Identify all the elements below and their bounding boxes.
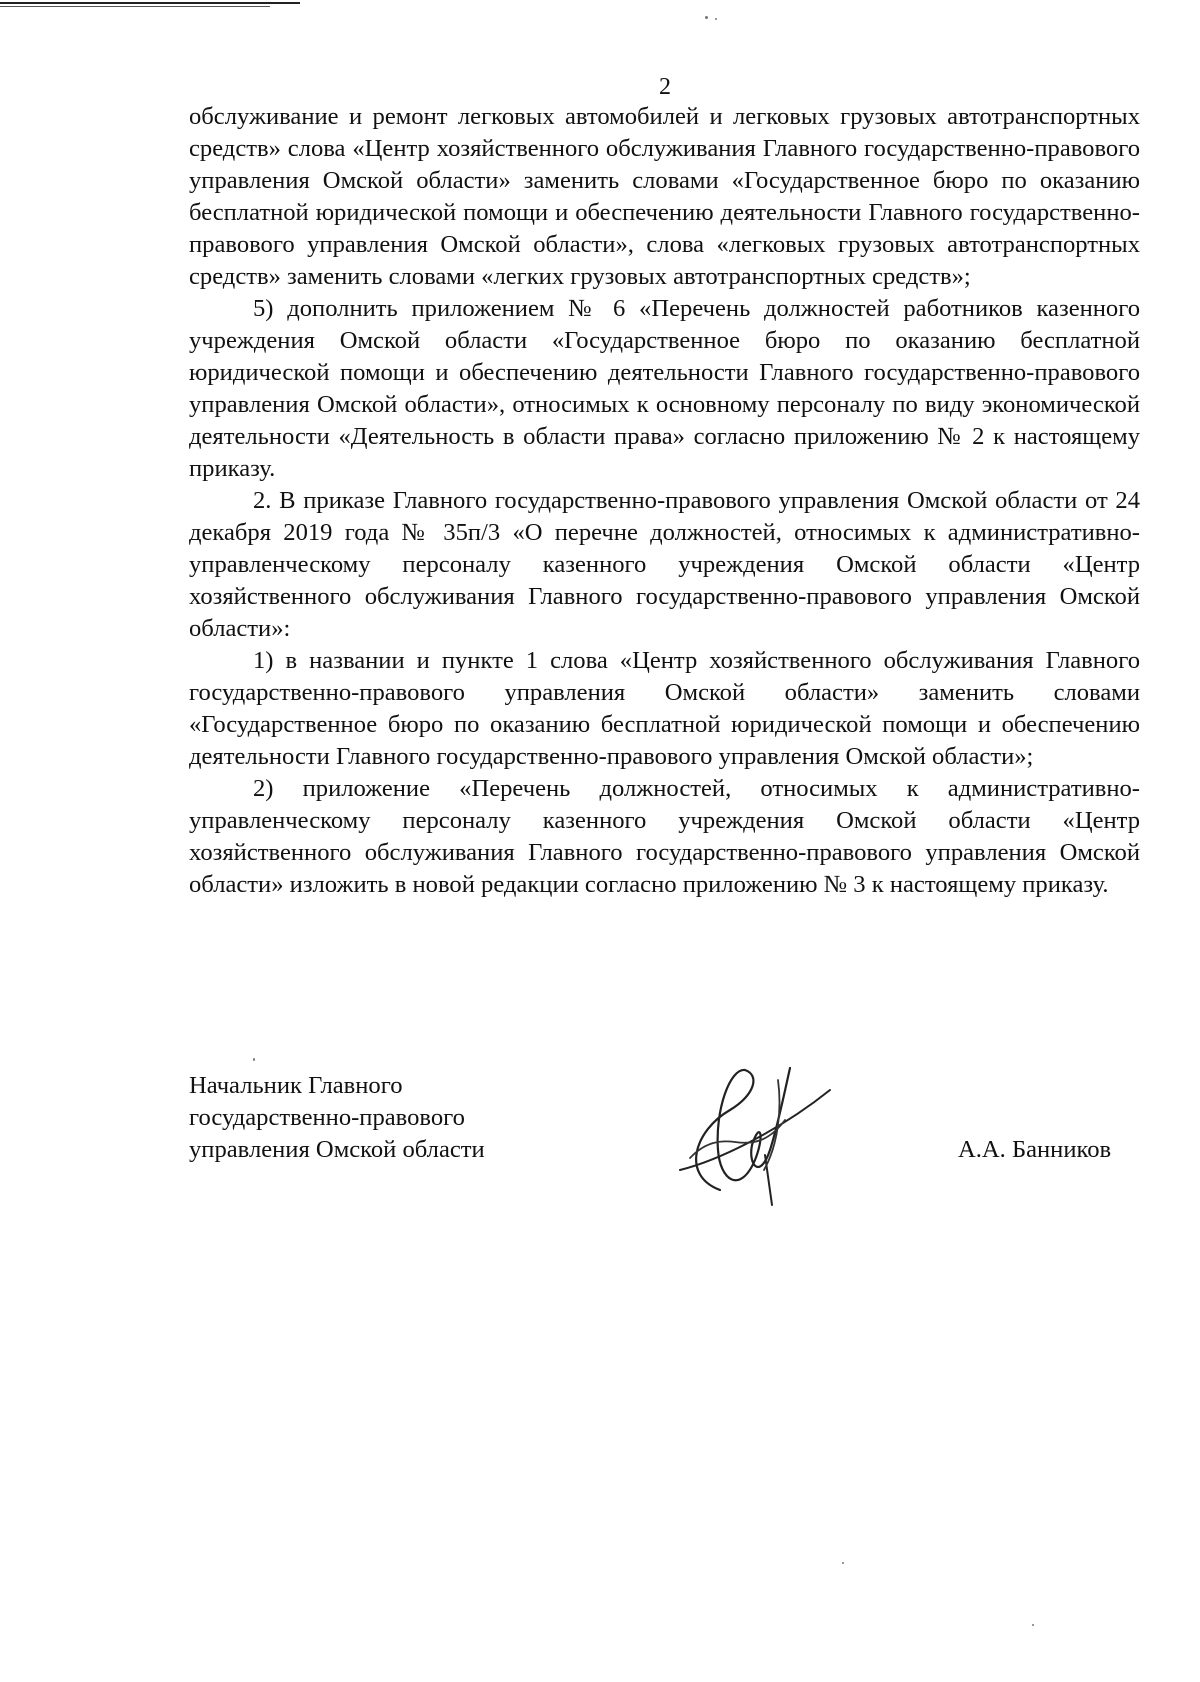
paragraph-subitem-2: 2) приложение «Перечень должностей, относимых к административно-управленческому персоналу казенного учреждения Омской области «Центр хозяйственного обслуживания Главного государственно-правового управления Омской области» изложить в новой редакции согласно приложению № 3 к настоящему приказу. <box>189 775 1140 898</box>
signatory-title-line: государственно-правового <box>189 1104 465 1131</box>
page-number: 2 <box>659 74 671 100</box>
paragraph-continuation: обслуживание и ремонт легковых автомобилей и легковых грузовых автотранспортных средств» слова «Центр хозяйственного обслуживания Главного государственно-правового управления Омской области» заменить словами «Государственное бюро по оказанию бесплатной юридической помощи и обеспечению деятельности Главного государственно-правового управления Омской области», слова «легковых грузовых автотранспортных средств» заменить словами «легких грузовых автотранспортных средств»; <box>189 103 1140 290</box>
scan-speck <box>1032 1624 1034 1626</box>
paragraph-section-2: 2. В приказе Главного государственно-правового управления Омской области от 24 декабря 2019 года № 35п/3 «О перечне должностей, относимых к административно-управленческому персоналу казенного учреждения Омской области «Центр хозяйственного обслуживания Главного государственно-правового управления Омской области»: <box>189 487 1140 642</box>
signatory-title-line: Начальник Главного <box>189 1072 403 1099</box>
scan-edge-line <box>0 6 270 7</box>
handwritten-signature <box>660 1050 840 1210</box>
document-body <box>189 101 1140 901</box>
scan-edge-line <box>0 2 300 4</box>
signatory-name: А.А. Банников <box>958 1136 1112 1163</box>
signatory-title <box>189 1070 485 1166</box>
paragraph-subitem-1: 1) в названии и пункте 1 слова «Центр хозяйственного обслуживания Главного государственно-правового управления Омской области» заменить словами «Государственное бюро по оказанию бесплатной юридической помощи и обеспечению деятельности Главного государственно-правового управления Омской области»; <box>189 647 1140 770</box>
scan-speck <box>253 1058 255 1061</box>
signatory-title-line: управления Омской области <box>189 1136 485 1163</box>
scan-speck <box>715 18 717 20</box>
scan-speck <box>842 1562 844 1564</box>
paragraph-item-5: 5) дополнить приложением № 6 «Перечень должностей работников казенного учреждения Омской области «Государственное бюро по оказанию бесплатной юридической помощи и обеспечению деятельности Главного государственно-правового управления Омской области», относимых к основному персоналу по виду экономической деятельности «Деятельность в области права» согласно приложению № 2 к настоящему приказу. <box>189 295 1140 482</box>
scan-speck <box>705 16 708 19</box>
